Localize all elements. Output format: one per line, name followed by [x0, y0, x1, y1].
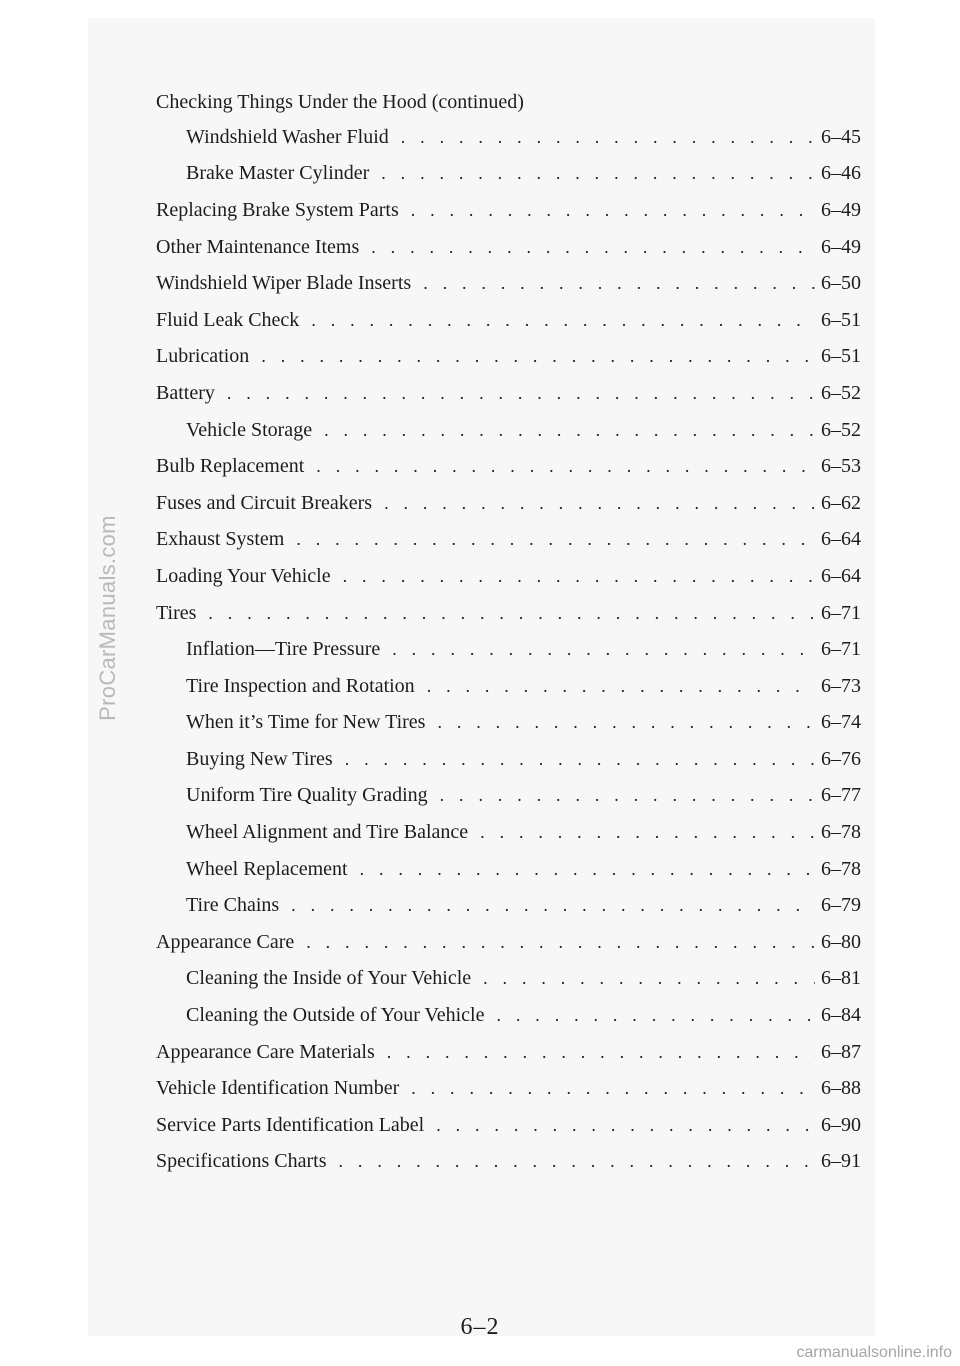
toc-entry[interactable]	[156, 705, 861, 742]
toc-entry-title: Replacing Brake System Parts	[156, 198, 399, 221]
toc-entry-page: 6–52	[821, 381, 861, 404]
toc-entry-page: 6–78	[821, 821, 861, 844]
dot-leader	[324, 420, 815, 441]
toc-entry-title: Tires	[156, 601, 197, 624]
toc-entry-page: 6–51	[821, 308, 861, 331]
toc-entry-page: 6–91	[821, 1150, 861, 1173]
toc-entry-title: Brake Master Cylinder	[186, 162, 370, 185]
toc-entry[interactable]	[156, 778, 861, 815]
section-heading: Checking Things Under the Hood (continued)	[156, 91, 524, 113]
dot-leader	[497, 1005, 816, 1026]
toc-entry-page: 6–80	[821, 930, 861, 953]
dot-leader	[384, 493, 815, 514]
toc-entry[interactable]	[156, 412, 861, 449]
dot-leader	[339, 1151, 815, 1172]
toc-entry-title: Tire Chains	[186, 894, 280, 917]
toc-entry-page: 6–88	[821, 1077, 861, 1100]
toc-entry[interactable]	[156, 448, 861, 485]
dot-leader	[296, 529, 815, 550]
toc-entry[interactable]	[156, 558, 861, 595]
dot-leader	[437, 712, 815, 733]
toc-entry-page: 6–52	[821, 418, 861, 441]
dot-leader	[411, 1078, 815, 1099]
toc-entry-title: Vehicle Identification Number	[156, 1077, 400, 1100]
dot-leader	[360, 859, 815, 880]
dot-leader	[392, 639, 815, 660]
toc-entry-page: 6–81	[821, 967, 861, 990]
dot-leader	[227, 383, 815, 404]
toc-entry-title: Wheel Replacement	[186, 857, 348, 880]
toc-entry[interactable]	[156, 375, 861, 412]
dot-leader	[343, 566, 815, 587]
dot-leader	[401, 127, 815, 148]
toc-entry-page: 6–73	[821, 674, 861, 697]
toc-entry-page: 6–90	[821, 1113, 861, 1136]
toc-entry-page: 6–53	[821, 455, 861, 478]
toc-entry-page: 6–45	[821, 125, 861, 148]
dot-leader	[316, 456, 815, 477]
toc-entry[interactable]	[156, 265, 861, 302]
dot-leader	[261, 346, 815, 367]
toc-entry[interactable]	[156, 339, 861, 376]
toc-entry-page: 6–64	[821, 528, 861, 551]
toc-entry[interactable]	[156, 961, 861, 998]
dot-leader	[440, 785, 815, 806]
toc-entry-title: Windshield Washer Fluid	[186, 125, 389, 148]
toc-entry-title: Vehicle Storage	[186, 418, 313, 441]
toc-entry[interactable]	[156, 1144, 861, 1181]
toc-entry-title: Wheel Alignment and Tire Balance	[186, 821, 469, 844]
toc-entry-title: Bulb Replacement	[156, 455, 305, 478]
dot-leader	[345, 749, 815, 770]
toc-entry-page: 6–77	[821, 784, 861, 807]
page-number: 6–2	[460, 1314, 500, 1340]
dot-leader	[291, 895, 815, 916]
toc-entry-page: 6–87	[821, 1040, 861, 1063]
toc-entry-title: Tire Inspection and Rotation	[186, 674, 415, 697]
toc-entry[interactable]	[156, 1034, 861, 1071]
toc-entry-page: 6–50	[821, 272, 861, 295]
toc-entry[interactable]	[156, 814, 861, 851]
toc-entry[interactable]	[156, 302, 861, 339]
toc-entry[interactable]	[156, 924, 861, 961]
toc-entry[interactable]	[156, 192, 861, 229]
dot-leader	[311, 310, 815, 331]
toc-entry[interactable]	[156, 119, 861, 156]
toc-entry-title: Fuses and Circuit Breakers	[156, 491, 373, 514]
side-watermark: ProCarManuals.com	[95, 515, 120, 721]
toc-entry-page: 6–49	[821, 235, 861, 258]
toc-entry[interactable]	[156, 631, 861, 668]
toc-entry-title: Loading Your Vehicle	[156, 564, 331, 587]
toc-entry-title: Fluid Leak Check	[156, 308, 300, 331]
toc-entry-page: 6–64	[821, 564, 861, 587]
dot-leader	[427, 676, 815, 697]
toc-entry-title: Appearance Care	[156, 930, 295, 953]
toc-entry[interactable]	[156, 1070, 861, 1107]
toc-entry[interactable]	[156, 668, 861, 705]
dot-leader	[423, 273, 815, 294]
toc-entry-page: 6–79	[821, 894, 861, 917]
toc-entry[interactable]	[156, 229, 861, 266]
toc-entry-page: 6–46	[821, 162, 861, 185]
toc-entry[interactable]	[156, 851, 861, 888]
toc-entry-page: 6–71	[821, 638, 861, 661]
toc-entry[interactable]	[156, 156, 861, 193]
toc-entry-page: 6–84	[821, 1004, 861, 1027]
dot-leader	[480, 822, 815, 843]
toc-entry-title: Uniform Tire Quality Grading	[186, 784, 428, 807]
toc-entry-title: Appearance Care Materials	[156, 1040, 375, 1063]
toc-entry[interactable]	[156, 485, 861, 522]
toc-entry[interactable]	[156, 997, 861, 1034]
toc-entry-title: Buying New Tires	[186, 747, 333, 770]
toc-entry-title: Lubrication	[156, 345, 250, 368]
dot-leader	[483, 968, 815, 989]
toc-entry-page: 6–49	[821, 198, 861, 221]
toc-entry-page: 6–78	[821, 857, 861, 880]
toc-entry[interactable]	[156, 522, 861, 559]
toc-entry-page: 6–71	[821, 601, 861, 624]
dot-leader	[381, 163, 815, 184]
dot-leader	[387, 1042, 815, 1063]
toc-entry[interactable]	[156, 741, 861, 778]
toc-entry-page: 6–51	[821, 345, 861, 368]
dot-leader	[371, 237, 815, 258]
toc-entry-title: When it’s Time for New Tires	[186, 711, 426, 734]
toc-entry-title: Cleaning the Inside of Your Vehicle	[186, 967, 472, 990]
bottom-watermark: carmanualsonline.info	[796, 1344, 952, 1361]
toc-entry-title: Cleaning the Outside of Your Vehicle	[186, 1004, 485, 1027]
toc-entry-title: Exhaust System	[156, 528, 285, 551]
toc-entry[interactable]	[156, 1107, 861, 1144]
dot-leader	[411, 200, 815, 221]
dot-leader	[306, 932, 815, 953]
dot-leader	[208, 603, 815, 624]
dot-leader	[436, 1115, 815, 1136]
toc-entry[interactable]	[156, 887, 861, 924]
toc-entry-title: Other Maintenance Items	[156, 235, 360, 258]
toc-entry-page: 6–62	[821, 491, 861, 514]
toc-entry-title: Windshield Wiper Blade Inserts	[156, 272, 412, 295]
toc-entry-title: Specifications Charts	[156, 1150, 327, 1173]
table-of-contents	[156, 119, 861, 1180]
toc-entry-title: Battery	[156, 381, 215, 404]
toc-entry-page: 6–74	[821, 711, 861, 734]
toc-entry-title: Inflation—Tire Pressure	[186, 638, 381, 661]
toc-entry-title: Service Parts Identification Label	[156, 1113, 425, 1136]
toc-entry-page: 6–76	[821, 747, 861, 770]
toc-entry[interactable]	[156, 595, 861, 632]
